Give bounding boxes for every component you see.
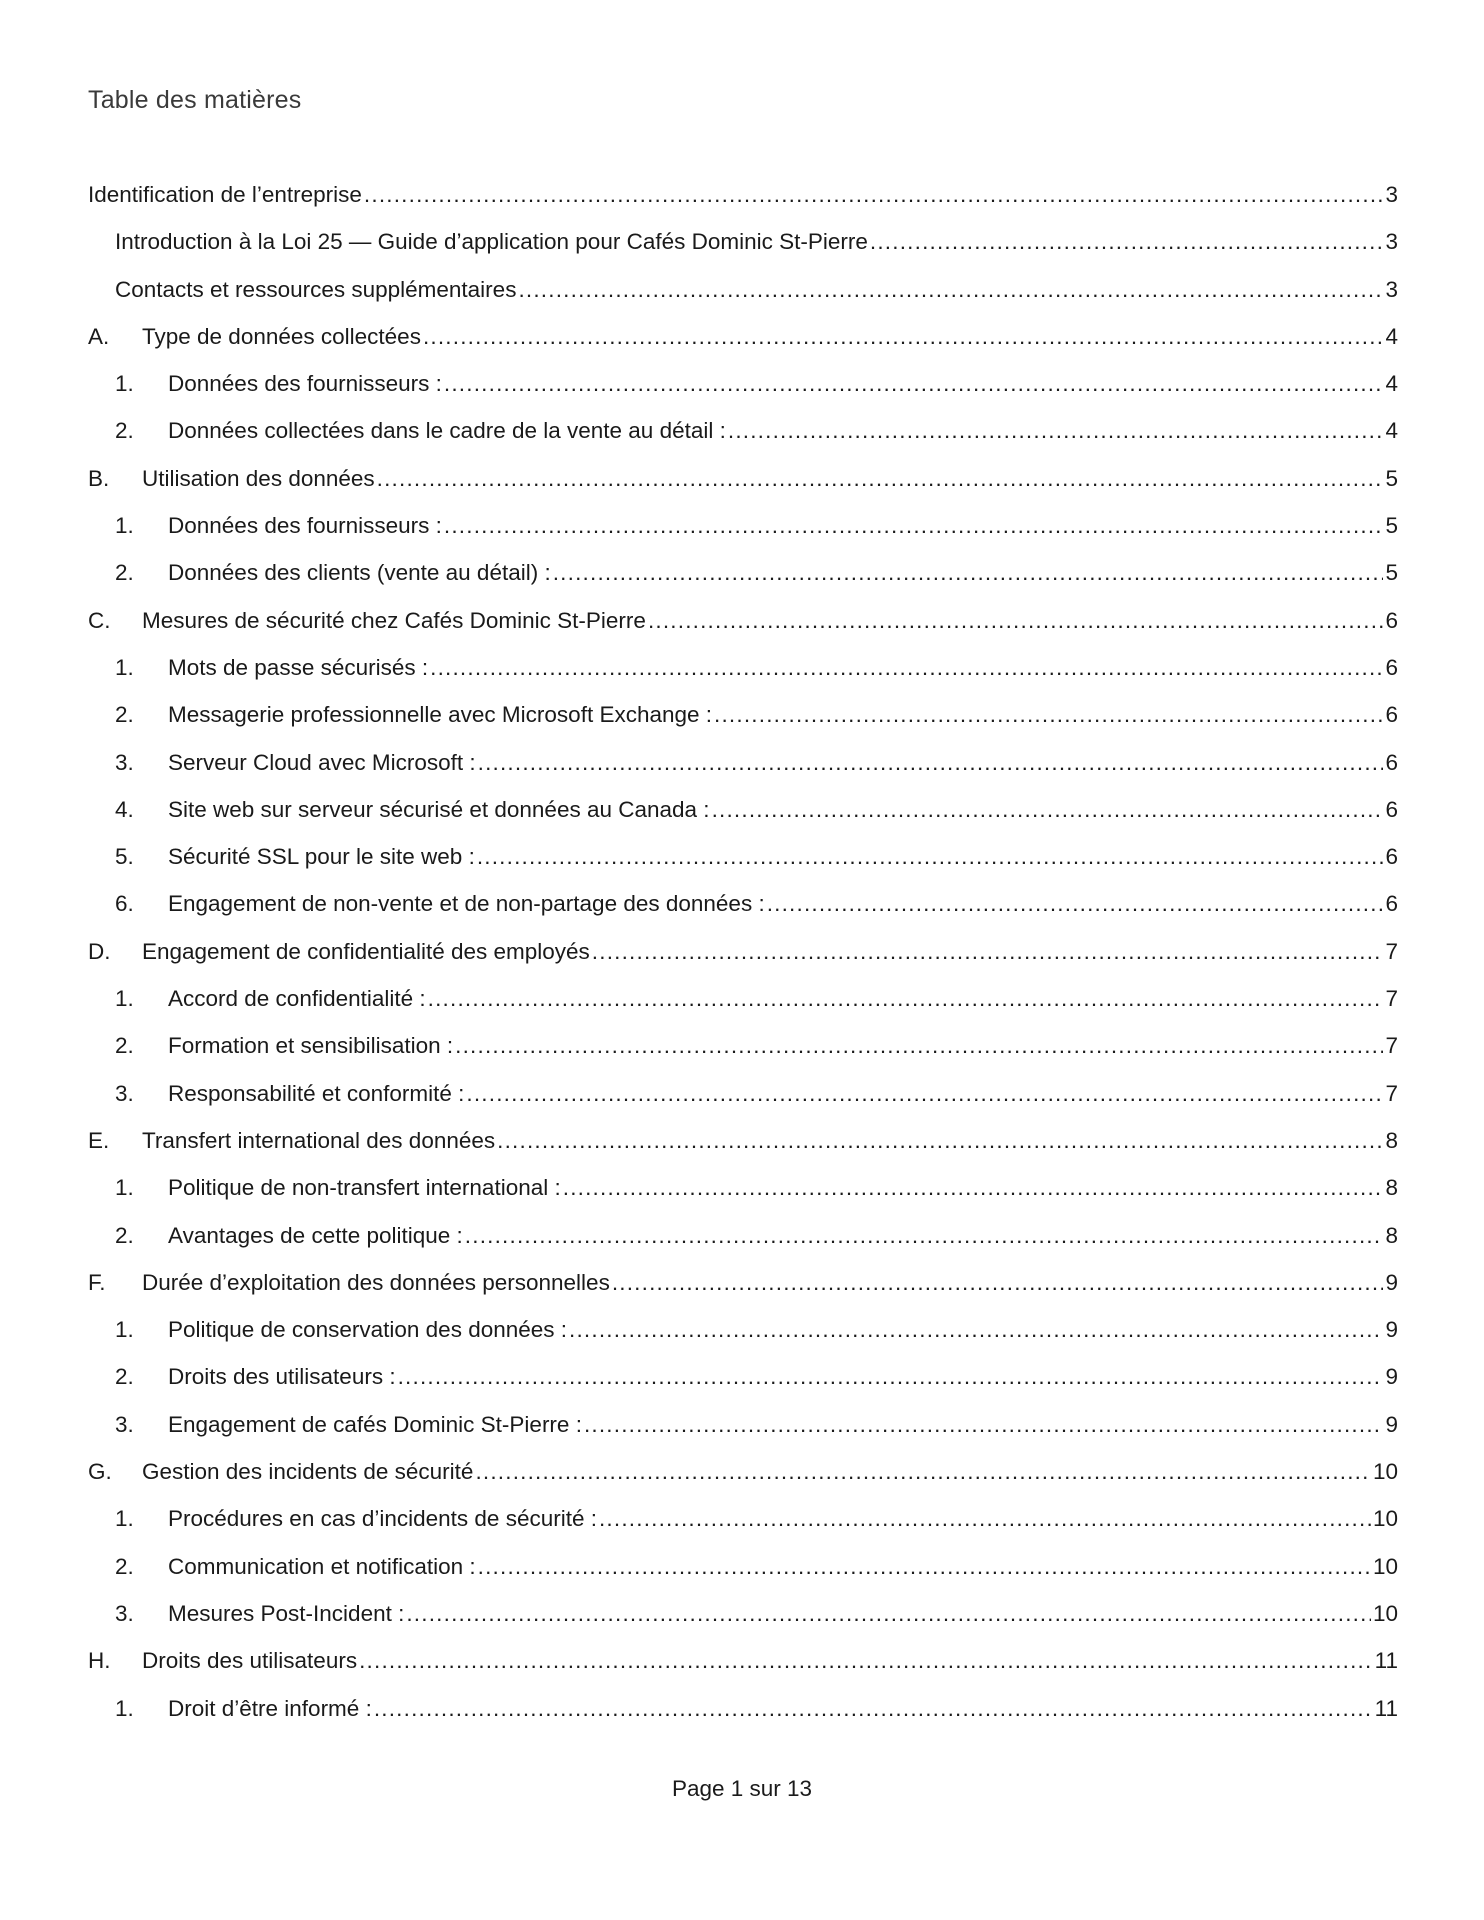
toc-entry[interactable] [88, 1266, 1398, 1313]
toc-dot-leader [584, 1408, 1384, 1442]
toc-entry-page-number: 5 [1385, 513, 1398, 539]
toc-entry-title: Données des fournisseurs : [168, 513, 442, 539]
toc-dot-leader [475, 1455, 1371, 1489]
toc-entry-title: Site web sur serveur sécurisé et données au Canada : [168, 796, 710, 822]
toc-dot-leader [478, 1550, 1371, 1584]
toc-dot-leader [714, 698, 1383, 732]
toc-entry-title: Données des clients (vente au détail) : [168, 560, 551, 586]
toc-dot-leader [430, 651, 1383, 685]
toc-entry[interactable] [88, 414, 1398, 461]
toc-entry-page-number: 10 [1372, 1600, 1398, 1626]
toc-entry[interactable] [88, 746, 1398, 793]
toc-entry[interactable] [88, 1550, 1398, 1597]
toc-entry-number: 6. [115, 891, 134, 917]
toc-entry-title: Données collectées dans le cadre de la vente au détail : [168, 418, 726, 444]
toc-entry-title: Type de données collectées [142, 323, 421, 349]
toc-entry-title: Politique de conservation des données : [168, 1317, 568, 1343]
toc-dot-leader [553, 556, 1384, 590]
toc-dot-leader [563, 1171, 1384, 1205]
toc-entry-page-number: 6 [1385, 654, 1398, 680]
toc-entry[interactable] [88, 1077, 1398, 1124]
toc-entry-page-number: 4 [1385, 418, 1398, 444]
toc-entry-page-number: 9 [1385, 1317, 1398, 1343]
toc-dot-leader [359, 1644, 1373, 1678]
toc-entry-number: G. [88, 1459, 112, 1485]
toc-entry[interactable] [88, 1124, 1398, 1171]
toc-entry-title: Formation et sensibilisation : [168, 1033, 454, 1059]
toc-entry-number: 2. [115, 1222, 134, 1248]
toc-entry[interactable] [88, 1360, 1398, 1407]
toc-entry-number: 2. [115, 1553, 134, 1579]
toc-dot-leader [364, 178, 1384, 212]
toc-dot-leader [767, 887, 1384, 921]
toc-dot-leader [444, 367, 1384, 401]
toc-dot-leader [478, 746, 1384, 780]
toc-entry[interactable] [88, 1502, 1398, 1549]
toc-entry[interactable] [88, 1455, 1398, 1502]
toc-entry-title: Durée d’exploitation des données personnelles [142, 1269, 610, 1295]
toc-entry-page-number: 6 [1385, 796, 1398, 822]
toc-entry-title: Identification de l’entreprise [88, 182, 362, 207]
toc-entry[interactable] [88, 1313, 1398, 1360]
toc-entry[interactable] [88, 320, 1398, 367]
toc-entry-number: A. [88, 323, 110, 349]
toc-entry-title: Engagement de non-vente et de non-partage des données : [168, 891, 765, 917]
toc-entry-page-number: 11 [1374, 1695, 1398, 1721]
toc-entry[interactable] [88, 1171, 1398, 1218]
toc-entry-title: Accord de confidentialité : [168, 986, 426, 1012]
toc-entry-number: C. [88, 607, 111, 633]
toc-dot-leader [870, 225, 1384, 259]
toc-entry-page-number: 9 [1385, 1411, 1398, 1437]
toc-entry-number: 1. [115, 371, 134, 397]
toc-entry-page-number: 11 [1374, 1648, 1398, 1674]
table-of-contents [88, 178, 1398, 1739]
toc-entry-number: 1. [115, 1506, 134, 1532]
toc-entry[interactable] [88, 651, 1398, 698]
toc-entry-page-number: 10 [1372, 1506, 1398, 1532]
toc-entry-title: Contacts et ressources supplémentaires [115, 276, 517, 302]
toc-entry-page-number: 7 [1385, 1033, 1398, 1059]
toc-entry-number: 4. [115, 796, 134, 822]
toc-entry-page-number: 8 [1385, 1127, 1398, 1153]
toc-dot-leader [374, 1692, 1373, 1726]
toc-dot-leader [444, 509, 1384, 543]
toc-dot-leader [497, 1124, 1383, 1158]
toc-entry-title: Mesures de sécurité chez Cafés Dominic St-Pierre [142, 607, 646, 633]
toc-entry-number: E. [88, 1127, 110, 1153]
toc-entry[interactable] [88, 793, 1398, 840]
toc-entry-page-number: 4 [1385, 371, 1398, 397]
toc-entry[interactable] [88, 462, 1398, 509]
toc-entry-number: 2. [115, 418, 134, 444]
toc-entry-number: 5. [115, 844, 134, 870]
toc-entry[interactable] [88, 887, 1398, 934]
toc-entry-title: Serveur Cloud avec Microsoft : [168, 749, 476, 775]
toc-entry-number: B. [88, 465, 110, 491]
toc-entry[interactable] [88, 1597, 1398, 1644]
toc-entry-title: Avantages de cette politique : [168, 1222, 463, 1248]
toc-entry-page-number: 10 [1372, 1553, 1398, 1579]
toc-entry-number: D. [88, 938, 111, 964]
toc-entry[interactable] [88, 1692, 1398, 1739]
toc-entry[interactable] [88, 178, 1398, 225]
toc-dot-leader [423, 320, 1384, 354]
toc-dot-leader [569, 1313, 1383, 1347]
toc-entry-title: Procédures en cas d’incidents de sécurité : [168, 1506, 597, 1532]
toc-entry-number: 3. [115, 1080, 134, 1106]
toc-entry-number: F. [88, 1269, 106, 1295]
toc-entry-title: Engagement de confidentialité des employés [142, 938, 590, 964]
toc-entry-page-number: 10 [1372, 1459, 1398, 1485]
toc-entry-number: H. [88, 1648, 111, 1674]
toc-entry[interactable] [88, 604, 1398, 651]
toc-entry-page-number: 8 [1385, 1175, 1398, 1201]
toc-entry[interactable] [88, 1029, 1398, 1076]
toc-entry[interactable] [88, 935, 1398, 982]
toc-entry[interactable] [88, 1644, 1398, 1691]
toc-entry-title: Droit d’être informé : [168, 1695, 372, 1721]
toc-entry-page-number: 3 [1385, 276, 1398, 302]
toc-entry-title: Données des fournisseurs : [168, 371, 442, 397]
toc-dot-leader [592, 935, 1384, 969]
toc-dot-leader [466, 1077, 1383, 1111]
toc-entry-title: Sécurité SSL pour le site web : [168, 844, 475, 870]
toc-entry-title: Gestion des incidents de sécurité [142, 1459, 474, 1485]
toc-entry-page-number: 6 [1385, 702, 1398, 728]
toc-entry-number: 1. [115, 513, 134, 539]
toc-entry-number: 1. [115, 654, 134, 680]
toc-entry-title: Messagerie professionnelle avec Microsoft Exchange : [168, 702, 713, 728]
toc-dot-leader [455, 1029, 1383, 1063]
toc-entry-number: 3. [115, 749, 134, 775]
toc-entry-title: Introduction à la Loi 25 — Guide d’application pour Cafés Dominic St-Pierre [115, 229, 868, 255]
toc-entry[interactable] [88, 556, 1398, 603]
toc-entry[interactable] [88, 509, 1398, 556]
toc-dot-leader [398, 1360, 1384, 1394]
toc-entry-title: Communication et notification : [168, 1553, 476, 1579]
toc-entry-title: Droits des utilisateurs [142, 1648, 358, 1674]
toc-entry-page-number: 7 [1385, 938, 1398, 964]
toc-entry-number: 2. [115, 1364, 134, 1390]
toc-entry[interactable] [88, 225, 1398, 272]
toc-entry[interactable] [88, 1219, 1398, 1266]
toc-entry[interactable] [88, 273, 1398, 320]
toc-entry-page-number: 8 [1385, 1222, 1398, 1248]
toc-dot-leader [406, 1597, 1371, 1631]
toc-dot-leader [465, 1219, 1384, 1253]
toc-dot-leader [612, 1266, 1384, 1300]
toc-entry-page-number: 9 [1385, 1364, 1398, 1390]
toc-entry-title: Utilisation des données [142, 465, 375, 491]
toc-entry-number: 1. [115, 1175, 134, 1201]
toc-entry-number: 1. [115, 1317, 134, 1343]
toc-dot-leader [518, 273, 1383, 307]
toc-entry-title: Transfert international des données [142, 1127, 496, 1153]
toc-entry-number: 3. [115, 1600, 134, 1626]
toc-dot-leader [599, 1502, 1371, 1536]
toc-dot-leader [648, 604, 1384, 638]
toc-entry-page-number: 3 [1385, 182, 1398, 207]
toc-entry-number: 1. [115, 1695, 134, 1721]
toc-entry-page-number: 7 [1385, 1080, 1398, 1106]
toc-dot-leader [377, 462, 1384, 496]
toc-entry-title: Responsabilité et conformité : [168, 1080, 465, 1106]
toc-entry-number: 2. [115, 1033, 134, 1059]
toc-entry-title: Mots de passe sécurisés : [168, 654, 429, 680]
toc-entry-title: Politique de non-transfert international : [168, 1175, 561, 1201]
toc-entry-title: Droits des utilisateurs : [168, 1364, 396, 1390]
toc-entry-title: Engagement de cafés Dominic St-Pierre : [168, 1411, 582, 1437]
toc-entry-page-number: 5 [1385, 560, 1398, 586]
toc-dot-leader [428, 982, 1384, 1016]
toc-entry-page-number: 6 [1385, 749, 1398, 775]
toc-entry-page-number: 4 [1385, 323, 1398, 349]
toc-entry-page-number: 3 [1385, 229, 1398, 255]
toc-entry[interactable] [88, 1408, 1398, 1455]
toc-entry[interactable] [88, 982, 1398, 1029]
page-footer: Page 1 sur 13 [671, 1776, 813, 1801]
toc-dot-leader [477, 840, 1384, 874]
toc-entry-page-number: 6 [1385, 607, 1398, 633]
toc-entry-page-number: 9 [1385, 1269, 1398, 1295]
toc-entry-page-number: 6 [1385, 844, 1398, 870]
toc-entry[interactable] [88, 367, 1398, 414]
toc-dot-leader [712, 793, 1384, 827]
toc-entry-page-number: 5 [1385, 465, 1398, 491]
toc-entry-number: 1. [115, 986, 134, 1012]
toc-entry-number: 2. [115, 560, 134, 586]
toc-entry-page-number: 7 [1385, 986, 1398, 1012]
toc-entry-page-number: 6 [1385, 891, 1398, 917]
toc-entry-number: 3. [115, 1411, 134, 1437]
toc-entry[interactable] [88, 840, 1398, 887]
toc-entry[interactable] [88, 698, 1398, 745]
toc-heading: Table des matières [88, 86, 302, 114]
toc-dot-leader [728, 414, 1384, 448]
toc-entry-title: Mesures Post-Incident : [168, 1600, 405, 1626]
toc-entry-number: 2. [115, 702, 134, 728]
